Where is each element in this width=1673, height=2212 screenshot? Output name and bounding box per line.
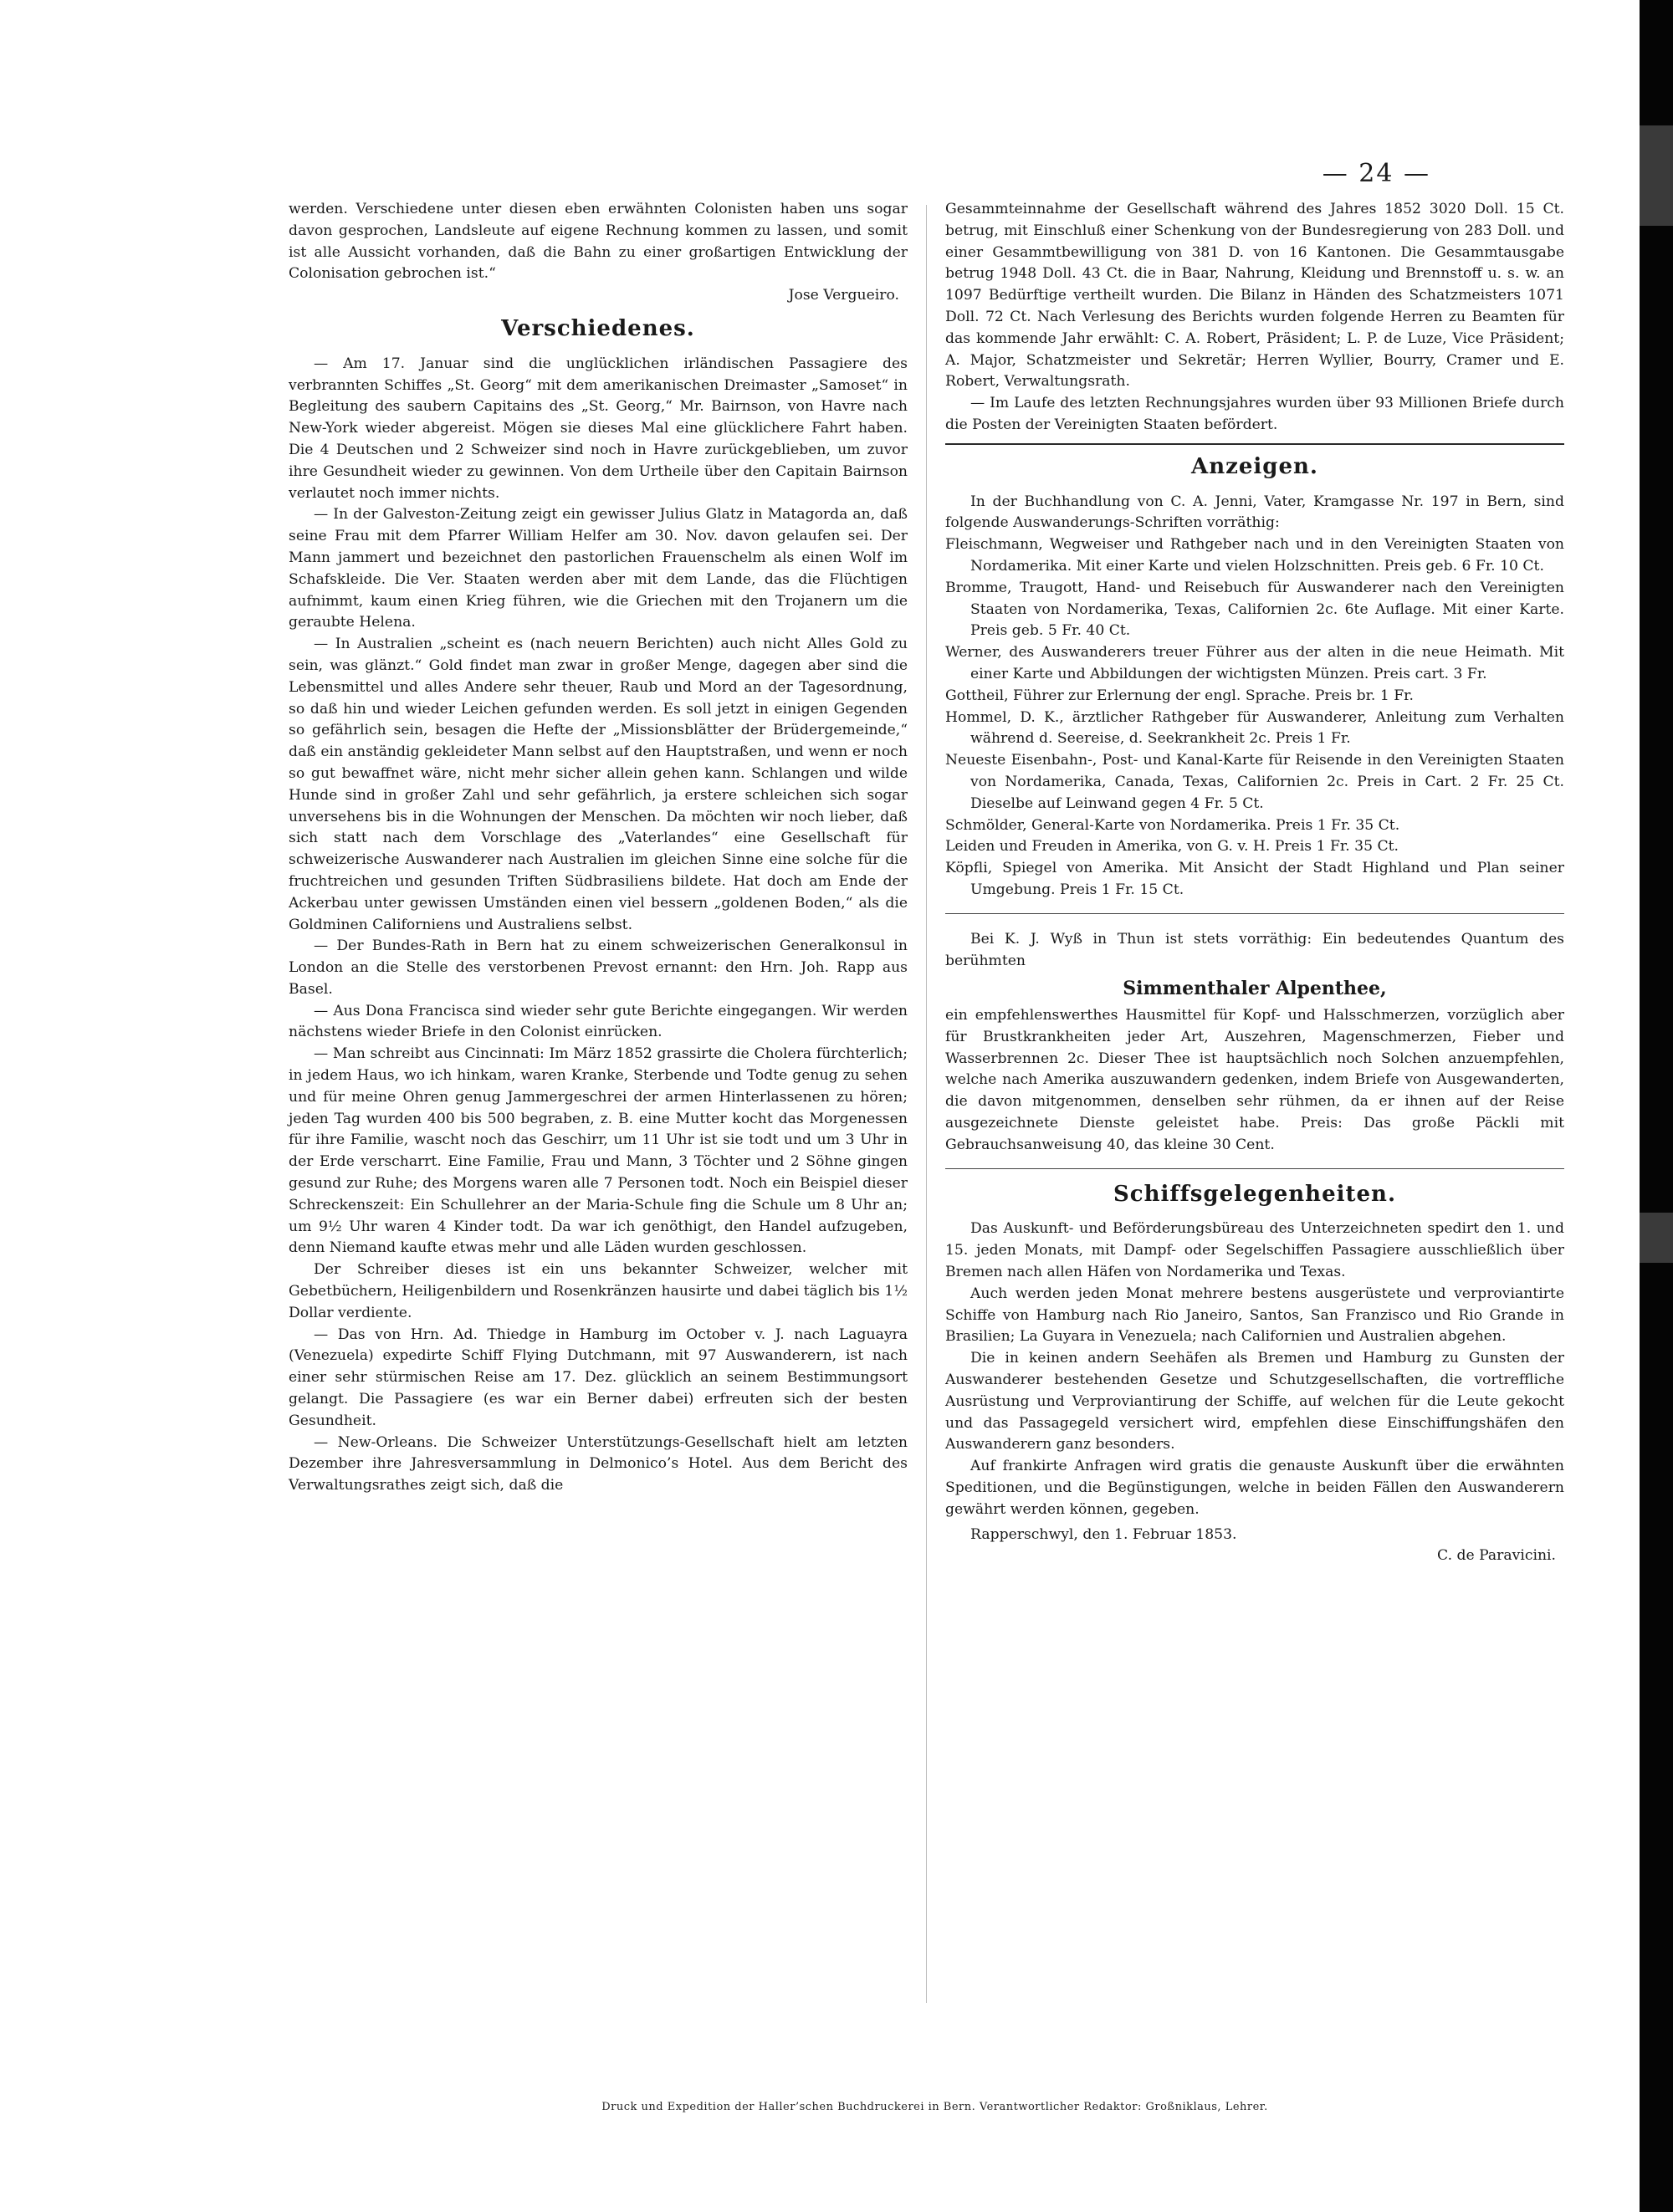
section-heading-anzeigen: Anzeigen. <box>1191 453 1318 479</box>
right-column <box>945 199 1564 1574</box>
book-entry: Köpfli, Spiegel von Amerika. Mit Ansicht der Stadt Highland und Plan seiner Umgebung. Preis 1 Fr. 15 Ct. <box>945 860 1564 898</box>
news-item: — Aus Dona Francisca sind wieder sehr gute Berichte eingegangen. Wir werden nächstens wieder Briefe in den Colonist einrücken. <box>289 1002 908 1041</box>
intro-signature: Jose Vergueiro. <box>788 287 899 304</box>
ships-paragraph: Die in keinen andern Seehäfen als Bremen und Hamburg zu Gunsten der Auswanderer bestehenden Gesetze und Schutzgesellschaften, die vortreffliche Ausrüstung und Verproviantirung der Schiffe, auf welchen für die Leute gekocht und das Passagegeld versichert wird, empfehlen diese Einschiffungshäfen den Auswanderern ganz besonders. <box>945 1350 1564 1453</box>
intro-text: werden. Verschiedene unter diesen eben erwähnten Colonisten haben uns sogar davon gesprochen, Landsleute auf eigene Rechnung kommen zu lassen, und somit ist alle Aussicht vorhanden, daß die Bahn zu einer großartigen Entwicklung der Colonisation gebrochen ist.“ <box>289 201 908 283</box>
book-entry: Fleischmann, Wegweiser und Rathgeber nach und in den Vereinigten Staaten von Nordamerika. Mit einer Karte und vielen Holzschnitten. Preis geb. 6 Fr. 10 Ct. <box>945 536 1564 575</box>
section-rule <box>945 443 1564 445</box>
tea-title: Simmenthaler Alpenthee, <box>1123 978 1387 1000</box>
book-entry: Leiden und Freuden in Amerika, von G. v. H. Preis 1 Fr. 35 Ct. <box>945 838 1399 856</box>
ships-paragraph: Das Auskunft- und Beförderungsbüreau des Unterzeichneten spedirt den 1. und 15. jeden Monats, mit Dampf- oder Segelschiffen Passagiere ausschließlich über Bremen nach allen Häfen von Nordamerika und Texas. <box>945 1220 1564 1281</box>
ships-date: Rapperschwyl, den 1. Februar 1853. <box>970 1525 1237 1543</box>
page-number: — 24 — <box>1322 159 1430 188</box>
news-item: Der Schreiber dieses ist ein uns bekannter Schweizer, welcher mit Gebetbüchern, Heiligenbildern und Rosenkränzen hausirte und dabei täglich bis 1½ Dollar verdiente. <box>289 1261 908 1321</box>
newspaper-page <box>289 159 1581 2116</box>
book-entry: Werner, des Auswanderers treuer Führer aus der alten in die neue Heimath. Mit einer Karte und Abbildungen der wichtigsten Münzen. Preis cart. 3 Fr. <box>945 644 1564 682</box>
tea-intro: Bei K. J. Wyß in Thun ist stets vorräthig: Ein bedeutendes Quantum des berühmten <box>945 930 1564 969</box>
book-entry: Hommel, D. K., ärztlicher Rathgeber für Auswanderer, Anleitung zum Verhalten während d. Seereise, d. Seekrankheit 2c. Preis 1 Fr. <box>945 708 1564 748</box>
news-item: — In der Galveston-Zeitung zeigt ein gewisser Julius Glatz in Matagorda an, daß seine Frau mit dem Pfarrer William Helfer am 30. Nov. davon gelaufen sei. Der Mann jammert und bezeichnet den pastorlichen Frauenschelm als einen Wolf im Schafskleide. Die Ver. Staaten werden aber mit dem Lande, das die Flüchtigen aufnimmt, kaum einen Krieg führen, wie die Griechen mit den Trojanern um die geraubte Helena. <box>289 506 908 631</box>
ad-divider <box>945 1168 1564 1169</box>
bookshop-intro: In der Buchhandlung von C. A. Jenni, Vater, Kramgasse Nr. 197 in Bern, sind folgende Auswanderungs-Schriften vorräthig: <box>945 493 1564 532</box>
book-entry: Gottheil, Führer zur Erlernung der engl. Sprache. Preis br. 1 Fr. <box>945 687 1414 704</box>
scan-dark-edge <box>1640 0 1673 2212</box>
book-entry: Schmölder, General-Karte von Nordamerika. Preis 1 Fr. 35 Ct. <box>945 816 1400 834</box>
ad-divider <box>945 913 1564 914</box>
letters-note: — Im Laufe des letzten Rechnungsjahres wurden über 93 Millionen Briefe durch die Posten der Vereinigten Staaten befördert. <box>945 395 1564 433</box>
ships-signature: C. de Paravicini. <box>1437 1547 1556 1565</box>
ships-paragraph: Auf frankirte Anfragen wird gratis die genauste Auskunft über die erwähnten Speditionen, und die Begünstigungen, welche in beiden Fällen den Auswanderern gewährt werden können, gegeben. <box>945 1458 1564 1518</box>
left-column <box>289 199 908 1497</box>
book-entry: Bromme, Traugott, Hand- und Reisebuch für Auswanderer nach den Vereinigten Staaten von Nordamerika, Texas, Californien 2c. 6te Auflage. Mit einer Karte. Preis geb. 5 Fr. 40 Ct. <box>945 579 1564 640</box>
imprint-footer: Druck und Expedition der Haller’schen Buchdruckerei in Bern. Verantwortlicher Redaktor: Großniklaus, Lehrer. <box>601 2101 1268 2113</box>
ships-paragraph: Auch werden jeden Monat mehrere bestens ausgerüstete und verproviantirte Schiffe von Hamburg nach Rio Janeiro, Santos, San Franzisco und Rio Grande in Brasilien; La Guyara in Venezuela; nach Californien und Australien abgehen. <box>945 1285 1564 1346</box>
book-entry: Neueste Eisenbahn-, Post- und Kanal-Karte für Reisende in den Vereinigten Staaten von Nordamerika, Canada, Texas, Californien 2c. Preis in Cart. 2 Fr. 25 Ct. Dieselbe auf Leinwand gegen 4 Fr. 5 Ct. <box>945 752 1564 812</box>
news-item: — Man schreibt aus Cincinnati: Im März 1852 grassirte die Cholera fürchterlich; in jedem Haus, wo ich hinkam, waren Kranke, Sterbende und Todte genug zu sehen und für meine Ohren genug Jammergeschrei der armen Hinterlassenen zu hören; jeden Tag wurden 400 bis 500 begraben, z. B. eine Mutter kocht das Morgenessen für ihre Familie, wascht noch das Geschirr, um 11 Uhr ist sie todt und um 3 Uhr in der Erde verscharrt. Eine Familie, Frau und Mann, 3 Töchter und 2 Söhne gingen gesund zur Ruhe; des Morgens waren alle 7 Personen todt. Noch ein Beispiel dieser Schreckenszeit: Ein Schullehrer an der Maria-Schule fing die Schule um 8 Uhr an; um 9½ Uhr waren 4 Kinder todt. Da war ich genöthigt, den Handel aufzugeben, denn Niemand kaufte etwas mehr und alle Läden wurden geschlossen. <box>289 1045 908 1257</box>
news-item: — Der Bundes-Rath in Bern hat zu einem schweizerischen Generalkonsul in London an die Stelle des verstorbenen Prevost ernannt: den Hrn. Joh. Rapp aus Basel. <box>289 937 908 998</box>
scan-edge-mark <box>1640 1213 1673 1263</box>
news-item: — In Australien „scheint es (nach neuern Berichten) auch nicht Alles Gold zu sein, was glänzt.“ Gold findet man zwar in großer Menge, dagegen aber sind die Lebensmittel und alles Andere sehr theuer, Raub und Mord an der Tagesordnung, so daß hin und wieder Leichen gefunden werden. Es soll jetzt in einigen Gegenden so gefährlich sein, besagen die Hefte der „Missionsblätter der Brüdergemeinde,“ daß ein anständig gekleideter Mann selbst auf den Hauptstraßen, und wenn er noch so gut bewaffnet wäre, nicht mehr sicher allein gehen kann. Schlangen und wilde Hunde sind in großer Zahl und sehr gefährlich, ja erstere schleichen sich sogar unversehens bis in die Wohnungen der Menschen. Da möchten wir noch lieber, daß sich statt nach dem Vorschlage des „Vaterlandes“ eine Gesellschaft für schweizerische Auswanderer nach Australien im gleichen Sinne eine solche für die fruchtreichen und gesunden Triften Südbrasiliens bildete. Hat doch am Ende der Ackerbau unter gewissen Umständen einen viel bessern „goldenen Boden,“ als die Goldminen Californiens und Australiens selbst. <box>289 636 908 933</box>
scan-edge-mark <box>1640 125 1673 226</box>
continuation-text: Gesammteinnahme der Gesellschaft während des Jahres 1852 3020 Doll. 15 Ct. betrug, mit Einschluß einer Schenkung von der Bundesregierung von 283 Doll. und einer Gesammtbewilligung von 381 D. von 16 Kantonen. Die Gesammtausgabe betrug 1948 Doll. 43 Ct. die in Baar, Nahrung, Kleidung und Brennstoff u. s. w. an 1097 Bedürftige vertheilt wurden. Die Bilanz in Händen des Schatzmeisters 1071 Doll. 72 Ct. Nach Verlesung des Berichts wurden folgende Herren zu Beamten für das kommende Jahr erwählt: C. A. Robert, Präsident; L. P. de Luze, Vice Präsident; A. Major, Schatzmeister und Sekretär; Herren Wyllier, Bourry, Cramer und E. Robert, Verwaltungsrath. <box>945 201 1564 391</box>
news-item: — Am 17. Januar sind die unglücklichen irländischen Passagiere des verbrannten Schiffes „St. Georg“ mit dem amerikanischen Dreimaster „Samoset“ in Begleitung des saubern Capitains des „St. Georg,“ Mr. Bairnson, von Havre nach New-York wieder abgereist. Mögen sie dieses Mal eine glücklichere Fahrt haben. Die 4 Deutschen und 2 Schweizer sind noch in Havre zurückgeblieben, um zuvor ihre Gesundheit wieder zu gewinnen. Von dem Urtheile über den Capitain Bairnson verlautet noch immer nichts. <box>289 355 908 502</box>
section-heading-verschiedenes: Verschiedenes. <box>501 315 695 341</box>
tea-text: ein empfehlenswerthes Hausmittel für Kopf- und Halsschmerzen, vorzüglich aber für Brustkrankheiten jeder Art, Auszehren, Magenschmerzen, Fieber und Wasserbrennen 2c. Dieser Thee ist hauptsächlich noch Solchen anzuempfehlen, welche nach Amerika auszuwandern gedenken, indem Briefe von Ausgewanderten, die davon mitgenommen, denselben sehr rühmen, da er ihnen auf der Reise ausgezeichnete Dienste geleistet habe. Preis: Das große Päckli mit Gebrauchsanweisung 40, das kleine 30 Cent. <box>945 1007 1564 1153</box>
column-divider <box>926 205 927 2003</box>
book-list <box>945 534 1564 902</box>
news-item: — Das von Hrn. Ad. Thiedge in Hamburg im October v. J. nach Laguayra (Venezuela) expedirte Schiff Flying Dutchmann, mit 97 Auswanderern, ist nach einer sehr stürmischen Reise am 17. Dez. glücklich an seinem Bestimmungsort gelangt. Die Passagiere (es war ein Berner dabei) erfreuten sich der besten Gesundheit. <box>289 1326 908 1429</box>
section-heading-schiffsgelegenheiten: Schiffsgelegenheiten. <box>1113 1181 1396 1207</box>
news-item: — New-Orleans. Die Schweizer Unterstützungs-Gesellschaft hielt am letzten Dezember ihre Jahresversammlung in Delmonico’s Hotel. Aus dem Bericht des Verwaltungsrathes zeigt sich, daß die <box>289 1433 908 1494</box>
